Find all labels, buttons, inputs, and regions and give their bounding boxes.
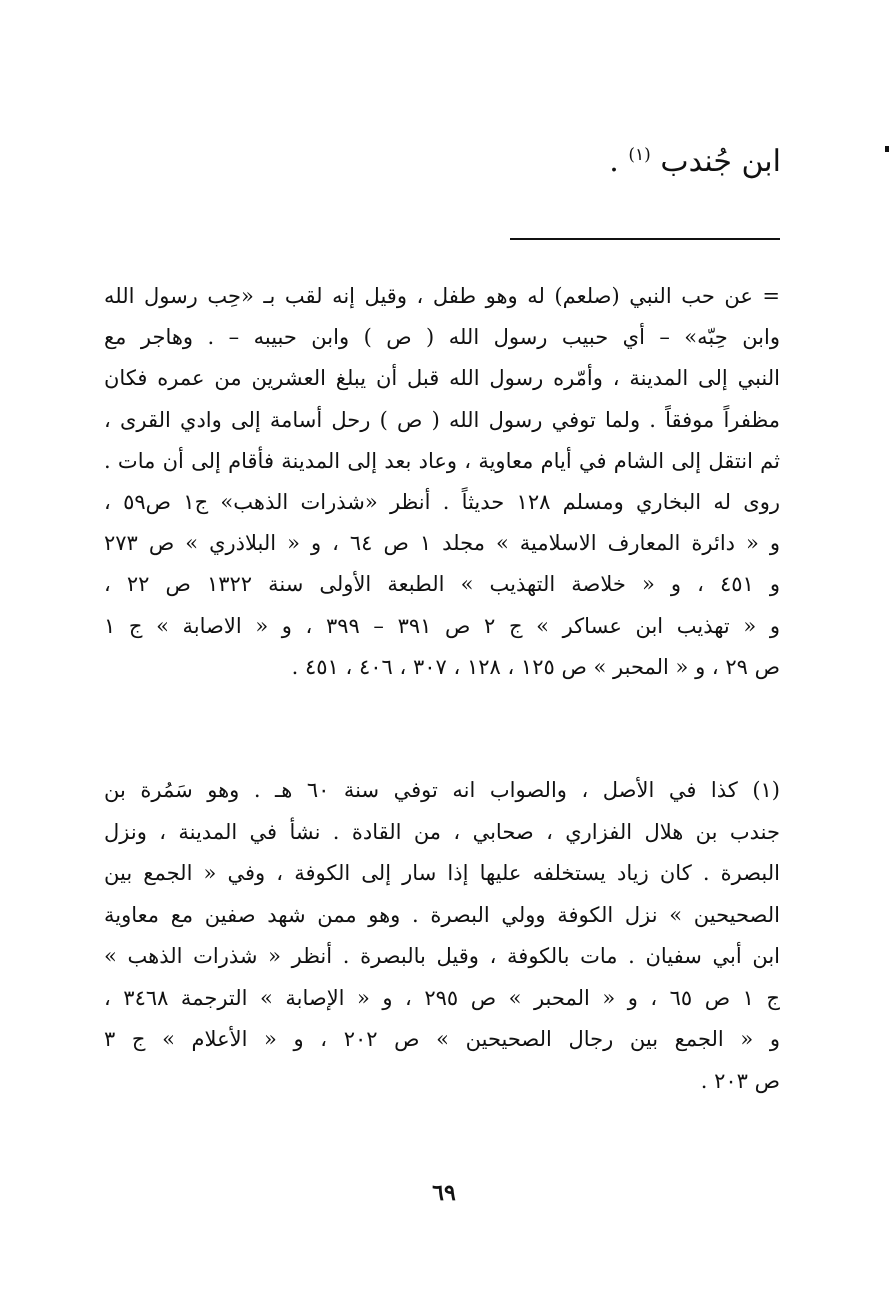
continued-footnote-line: النبي إلى المدينة ، وأمّره رسول الله قبل أن يبلغ العشرين من عمره فكان xyxy=(104,366,780,391)
footnote-line: ص ٢٠٣ . xyxy=(700,1068,780,1093)
footnote-1-block xyxy=(104,770,780,1102)
entry-title: ابن جُندب xyxy=(660,144,781,179)
footnote-separator-rule xyxy=(510,238,780,240)
footnote-line: و « الجمع بين رجال الصحيحين » ص ٢٠٢ ، و « الأعلام » ج ٣ xyxy=(104,1027,780,1051)
footnote-line: ج ١ ص ٦٥ ، و « المحبر » ص ٢٩٥ ، و « الإصابة » الترجمة ٣٤٦٨ ، xyxy=(104,985,780,1010)
margin-mark xyxy=(885,146,889,152)
continued-footnote-line: = عن حب النبي (صلعم) له وهو طفل ، وقيل إنه لقب بـ «حِب رسول الله xyxy=(104,284,780,308)
continued-footnote-line: وابن حِبّه» – أي حبيب رسول الله ( ص ) وابن حبيبه – . وهاجر مع xyxy=(104,325,780,350)
footnote-line: جندب بن هلال الفزاري ، صحابي ، من القادة . نشأ في المدينة ، ونزل xyxy=(104,819,780,844)
page-number: ٦٩ xyxy=(432,1180,456,1206)
continued-footnote-block xyxy=(104,276,780,688)
heading-period: . xyxy=(609,144,619,179)
continued-footnote-line: و « تهذيب ابن عساكر » ج ٢ ص ٣٩١ – ٣٩٩ ، و « الاصابة » ج ١ xyxy=(104,613,780,638)
footnote-line: ابن أبي سفيان . مات بالكوفة ، وقيل بالبصرة . أنظر « شذرات الذهب » xyxy=(104,944,780,968)
footnote-reference-marker: (١) xyxy=(628,145,651,165)
continued-footnote-line: ص ٢٩ ، و « المحبر » ص ١٢٥ ، ١٢٨ ، ٣٠٧ ، ٤٠٦ ، ٤٥١ . xyxy=(291,654,780,679)
footnote-line: البصرة . كان زياد يستخلفه عليها إذا سار إلى الكوفة ، وفي « الجمع بين xyxy=(104,861,780,885)
continued-footnote-line: روى له البخاري ومسلم ١٢٨ حديثاً . أنظر «شذرات الذهب» ج١ ص٥٩ ، xyxy=(104,490,780,515)
footnote-line: الصحيحين » نزل الكوفة وولي البصرة . وهو ممن شهد صفين مع معاوية xyxy=(104,902,780,927)
continued-footnote-line: مظفراً موفقاً . ولما توفي رسول الله ( ص ) رحل أسامة إلى وادي القرى ، xyxy=(104,407,780,432)
footnote-line: (١) كذا في الأصل ، والصواب انه توفي سنة ٦٠ هـ . وهو سَمُرة بن xyxy=(104,778,780,802)
continued-footnote-line: و ٤٥١ ، و « خلاصة التهذيب » الطبعة الأولى سنة ١٣٢٢ ص ٢٢ ، xyxy=(104,572,780,597)
continued-footnote-line: و « دائرة المعارف الاسلامية » مجلد ١ ص ٦٤ ، و « البلاذري » ص ٢٧٣ xyxy=(104,531,780,556)
entry-heading xyxy=(381,140,781,184)
continued-footnote-line: ثم انتقل إلى الشام في أيام معاوية ، وعاد بعد إلى المدينة فأقام إلى أن مات . xyxy=(104,448,780,473)
